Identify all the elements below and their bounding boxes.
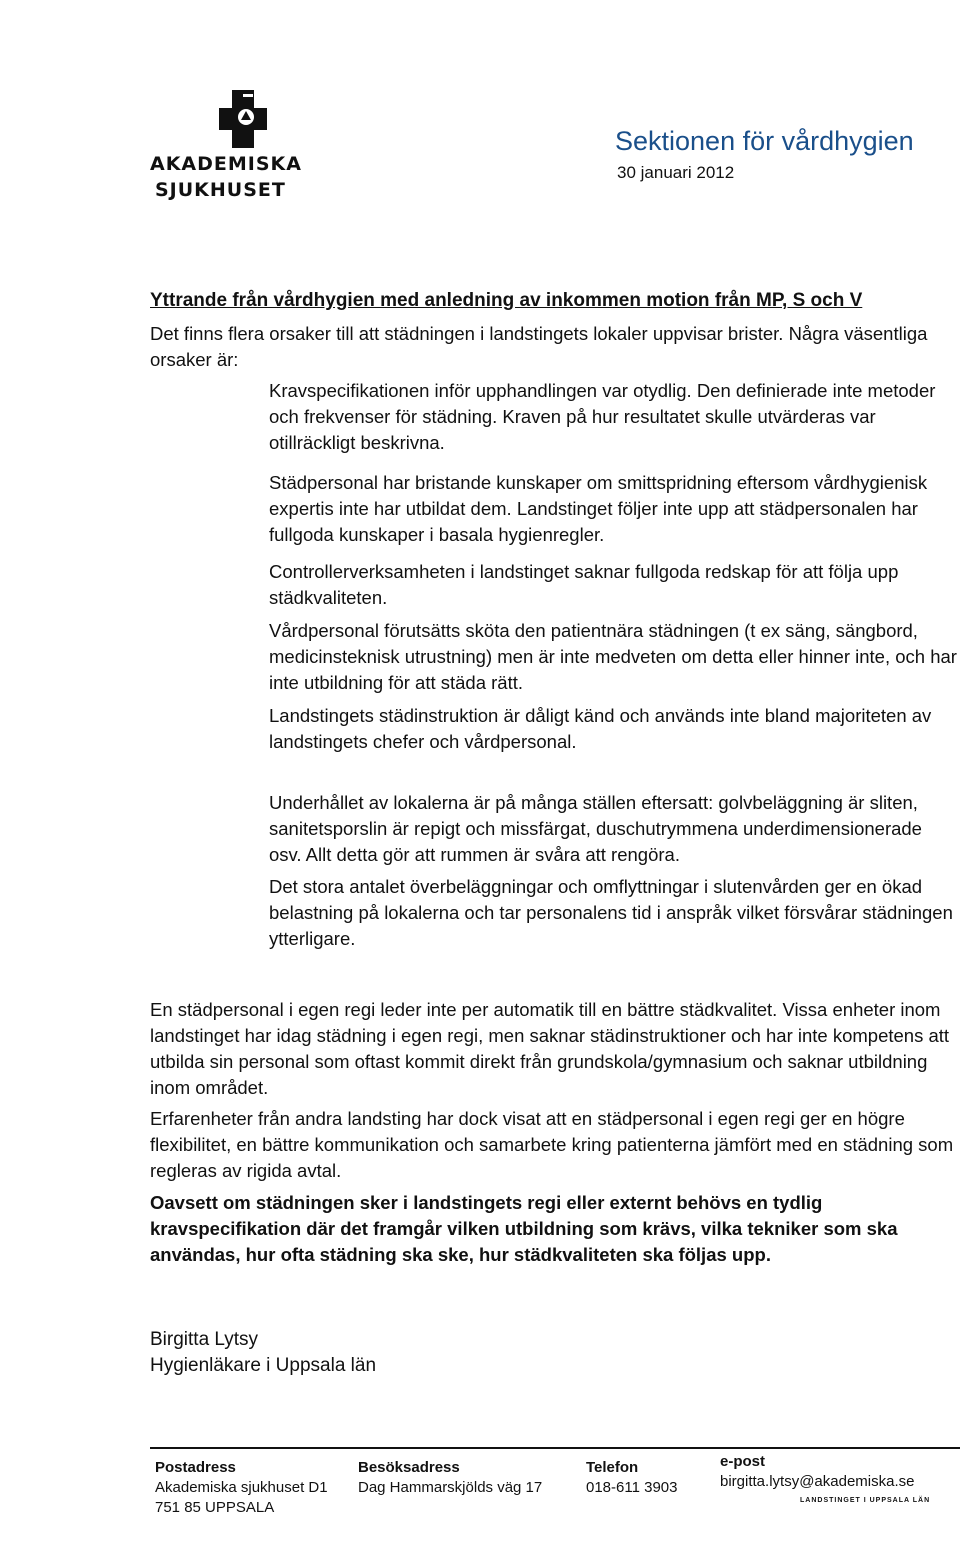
- reason-item: Landstingets städinstruktion är dåligt känd och används inte bland majoriteten av landstingets chefer och vårdpersonal.: [269, 705, 932, 752]
- footer-postal: [155, 1458, 328, 1518]
- county-council-logo: LANDSTINGET I UPPSALA LÄN: [800, 1497, 931, 1504]
- footer-phone: [586, 1458, 677, 1498]
- document-heading: Yttrande från vårdhygien med anledning av inkommen motion från MP, S och V: [150, 290, 863, 311]
- hospital-cross-logo-icon: [219, 90, 267, 148]
- footer-phone-label: Telefon: [586, 1459, 639, 1476]
- body-paragraph: En städpersonal i egen regi leder inte per automatik till en bättre städkvalitet. Vissa enheter inom landstinget har idag städning i egen regi, men saknar städinstruktioner och har inte kompetens att utbilda sin personal som oftast kommit direkt från grundskola/gymnasium och saknar utbildning inom området.: [150, 999, 950, 1098]
- footer-visit: [358, 1458, 542, 1498]
- footer-visit-line1: Dag Hammarskjölds väg 17: [358, 1479, 543, 1496]
- reason-item: Underhållet av lokalerna är på många ställen eftersatt: golvbeläggning är sliten, sanitetsporslin är repigt och missfärgat, duschutrymmena underdimensionerade osv. Allt detta gör att rummen är svåra att rengöra.: [269, 792, 922, 865]
- footer-email: [720, 1452, 914, 1492]
- footer-postal-line2: 751 85 UPPSALA: [155, 1499, 275, 1516]
- reason-item: Kravspecifikationen inför upphandlingen var otydlig. Den definierade inte metoder och frekvenser för städning. Kraven på hur resultatet skulle utvärderas var otillräckligt beskrivna.: [269, 380, 936, 453]
- logo-line-2: SJUKHUSET: [155, 179, 286, 201]
- document-date: 30 januari 2012: [617, 163, 735, 182]
- footer-email-line1: birgitta.lytsy@akademiska.se: [720, 1473, 915, 1490]
- body-paragraph: Erfarenheter från andra landsting har dock visat att en städpersonal i egen regi ger en högre flexibilitet, en bättre kommunikation och samarbete kring patienterna jämfört med en städning som regleras av rigida avtal.: [150, 1108, 954, 1181]
- hospital-logo-text: [150, 151, 350, 203]
- reason-item: Det stora antalet överbeläggningar och omflyttningar i slutenvården ger en ökad belastning på lokalerna och tar personalens tid i anspråk vilket försvårar städningen ytterligare.: [269, 876, 953, 949]
- reason-item: Städpersonal har bristande kunskaper om smittspridning eftersom vårdhygienisk expertis inte har utbildat dem. Landstinget följer inte upp att städpersonalen har fullgoda kunskaper i basala hygienregler.: [269, 472, 928, 545]
- signature-title: Hygienläkare i Uppsala län: [150, 1355, 377, 1376]
- footer-postal-label: Postadress: [155, 1459, 236, 1476]
- reason-item: Controllerverksamheten i landstinget saknar fullgoda redskap för att följa upp städkvaliteten.: [269, 561, 899, 608]
- footer-divider: [150, 1447, 960, 1449]
- conclusion-paragraph: Oavsett om städningen sker i landstingets regi eller externt behövs en tydlig kravspecifikation där det framgår vilken utbildning som krävs, vilka tekniker som ska användas, hur ofta städning ska ske, hur städkvaliteten ska följas upp.: [150, 1192, 898, 1265]
- signature-name: Birgitta Lytsy: [150, 1329, 259, 1350]
- footer-phone-line1: 018-611 3903: [586, 1479, 678, 1496]
- intro-paragraph: Det finns flera orsaker till att städningen i landstingets lokaler uppvisar brister. Några väsentliga orsaker är:: [150, 323, 928, 370]
- reason-item: Vårdpersonal förutsätts sköta den patientnära städningen (t ex säng, sängbord, medicinsteknisk utrustning) men är inte medveten om detta eller hinner inte, och har inte utbildning för att städa rätt.: [269, 620, 957, 693]
- signature-block: [150, 1327, 376, 1379]
- footer-postal-line1: Akademiska sjukhuset D1: [155, 1479, 328, 1496]
- footer-email-label: e-post: [720, 1453, 765, 1470]
- footer-visit-label: Besöksadress: [358, 1459, 460, 1476]
- section-title: Sektionen för vårdhygien: [615, 126, 914, 156]
- logo-line-1: AKADEMISKA: [150, 153, 302, 175]
